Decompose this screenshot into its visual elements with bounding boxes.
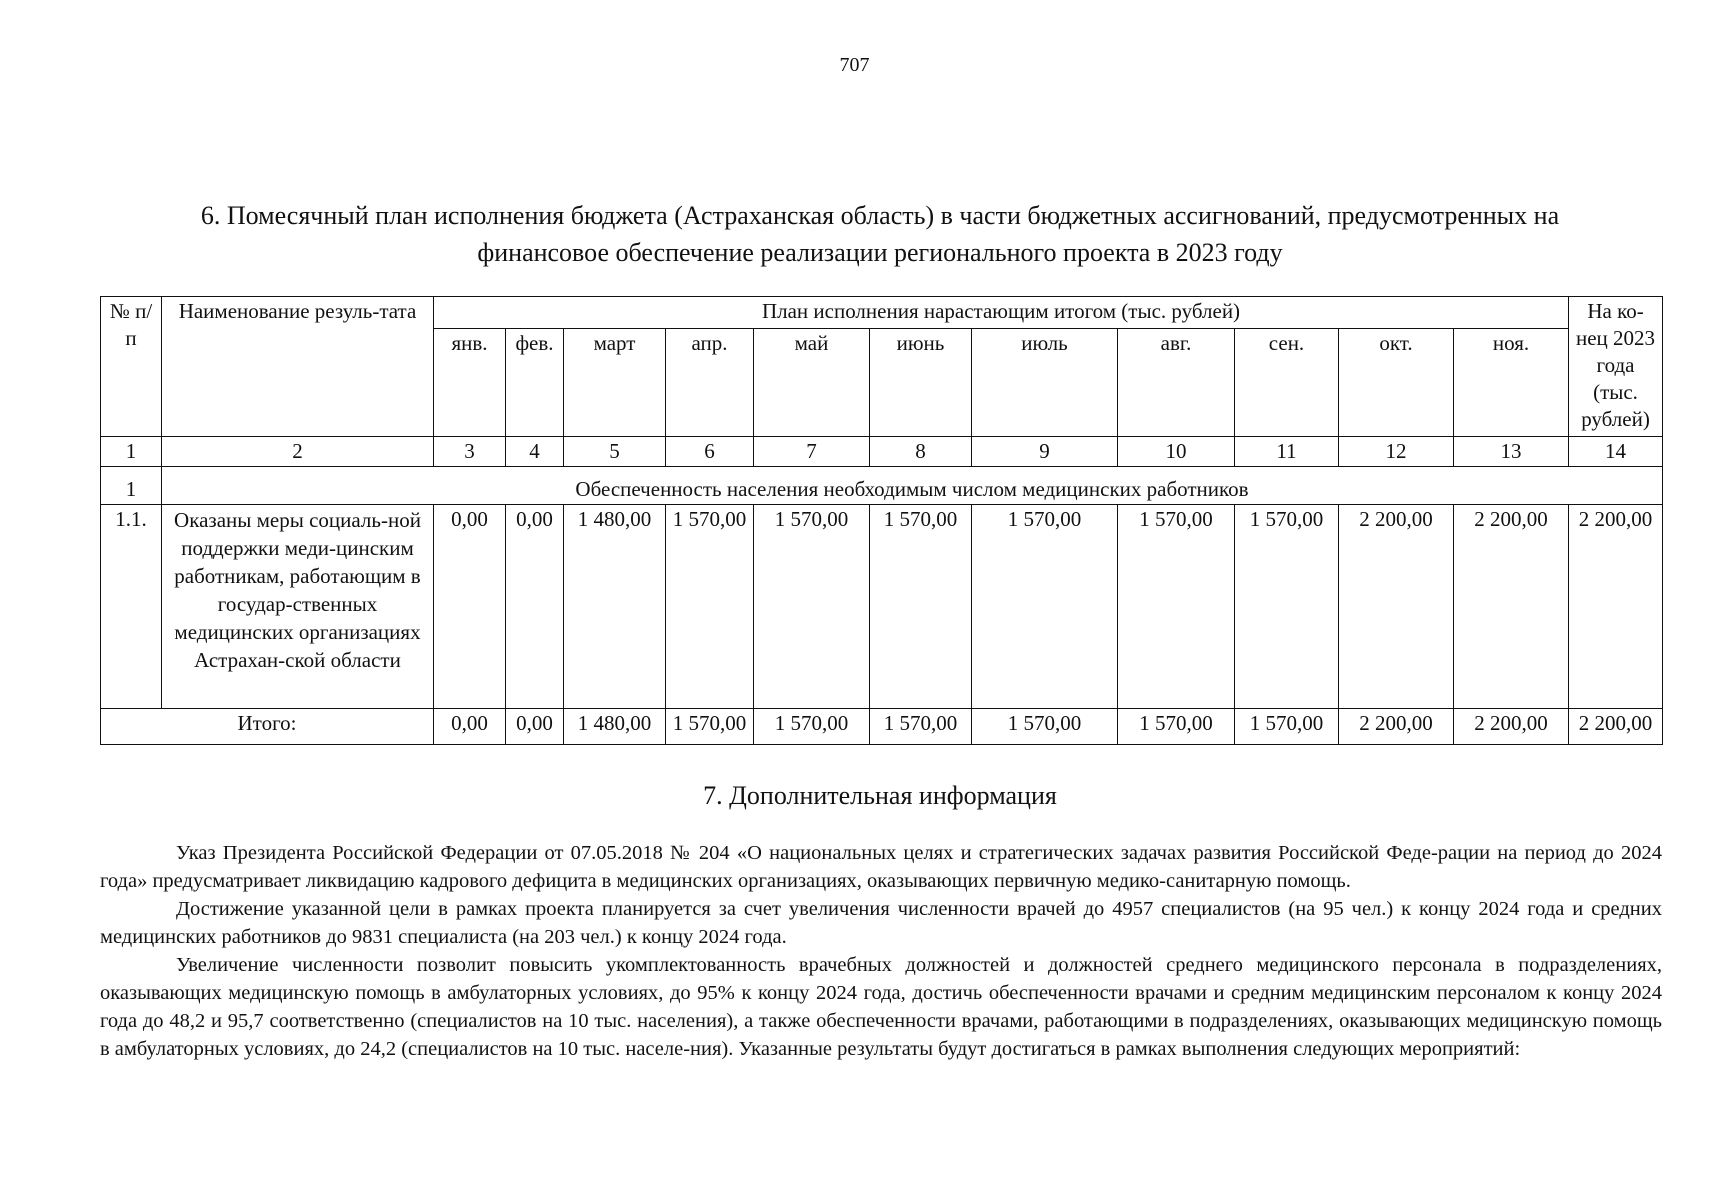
section-row-label: Обеспеченность населения необходимым числом медицинских работников xyxy=(162,467,1663,505)
header-month: май xyxy=(754,329,870,437)
column-number: 4 xyxy=(506,437,564,467)
result-row xyxy=(101,505,1663,709)
header-month: март xyxy=(564,329,666,437)
column-number-row xyxy=(101,437,1663,467)
header-month: авг. xyxy=(1118,329,1235,437)
column-number: 2 xyxy=(162,437,434,467)
total-value: 2 200,00 xyxy=(1339,709,1454,745)
section-7-title: 7. Дополнительная информация xyxy=(703,781,1057,810)
total-value: 1 570,00 xyxy=(666,709,754,745)
result-value: 1 480,00 xyxy=(564,505,666,709)
header-year-end: На ко-нец 2023 года (тыс. рублей) xyxy=(1569,297,1663,437)
section-row xyxy=(101,467,1663,505)
column-number: 10 xyxy=(1118,437,1235,467)
header-month: апр. xyxy=(666,329,754,437)
column-number: 1 xyxy=(101,437,162,467)
column-number: 11 xyxy=(1235,437,1339,467)
paragraph: Достижение указанной цели в рамках проекта планируется за счет увеличения численности врачей до 4957 специалистов (на 95 чел.) к концу 2024 года и средних медицинских работников до 9831 специалиста (на 203 чел.) к концу 2024 года. xyxy=(100,898,1662,948)
column-number: 6 xyxy=(666,437,754,467)
section-6-title-line-1: 6. Помесячный план исполнения бюджета (Астраханская область) в части бюджетных ассигнований, предусмотренных на xyxy=(200,201,1560,230)
column-number: 3 xyxy=(434,437,506,467)
total-value: 1 570,00 xyxy=(870,709,972,745)
total-value: 2 200,00 xyxy=(1454,709,1569,745)
result-value: 1 570,00 xyxy=(754,505,870,709)
section-6-title-line-2: финансовое обеспечение реализации регионального проекта в 2023 году xyxy=(477,238,1283,267)
header-month: июль xyxy=(972,329,1118,437)
result-value: 1 570,00 xyxy=(1118,505,1235,709)
total-value: 1 570,00 xyxy=(754,709,870,745)
column-number: 13 xyxy=(1454,437,1569,467)
result-name: Оказаны меры социаль-ной поддержки меди-цинским работникам, работающим в государ-ственных медицинских организациях Астрахан-ской области xyxy=(162,505,434,709)
total-value: 2 200,00 xyxy=(1569,709,1663,745)
column-number: 5 xyxy=(564,437,666,467)
header-row-1 xyxy=(101,297,1663,329)
column-number: 12 xyxy=(1339,437,1454,467)
result-value: 1 570,00 xyxy=(870,505,972,709)
column-number: 7 xyxy=(754,437,870,467)
result-num: 1.1. xyxy=(101,505,162,709)
header-num: № п/п xyxy=(101,297,162,437)
header-plan-group: План исполнения нарастающим итогом (тыс. рублей) xyxy=(434,297,1569,329)
result-value: 2 200,00 xyxy=(1339,505,1454,709)
total-value: 0,00 xyxy=(434,709,506,745)
budget-plan-table xyxy=(100,296,1663,745)
additional-info-text xyxy=(100,839,1662,1063)
total-value: 1 570,00 xyxy=(1118,709,1235,745)
column-number: 8 xyxy=(870,437,972,467)
column-number: 14 xyxy=(1569,437,1663,467)
total-value: 0,00 xyxy=(506,709,564,745)
page-number: 707 xyxy=(839,54,870,76)
section-6-title xyxy=(100,197,1660,271)
header-month: июнь xyxy=(870,329,972,437)
header-month: окт. xyxy=(1339,329,1454,437)
total-value: 1 480,00 xyxy=(564,709,666,745)
total-label: Итого: xyxy=(101,709,434,745)
result-value: 0,00 xyxy=(506,505,564,709)
column-number: 9 xyxy=(972,437,1118,467)
header-result-name: Наименование резуль-тата xyxy=(162,297,434,437)
paragraph: Указ Президента Российской Федерации от 07.05.2018 № 204 «О национальных целях и стратегических задачах развития Российской Феде-рации на период до 2024 года» предусматривает ликвидацию кадрового дефицита в медицинских организациях, оказывающих первичную медико-санитарную помощь. xyxy=(100,842,1662,892)
header-month: сен. xyxy=(1235,329,1339,437)
header-month: ноя. xyxy=(1454,329,1569,437)
total-value: 1 570,00 xyxy=(972,709,1118,745)
result-value: 2 200,00 xyxy=(1569,505,1663,709)
result-value: 2 200,00 xyxy=(1454,505,1569,709)
result-value: 1 570,00 xyxy=(972,505,1118,709)
section-row-num: 1 xyxy=(101,467,162,505)
paragraph: Увеличение численности позволит повысить укомплектованность врачебных должностей и должностей среднего медицинского персонала в подразделениях, оказывающих медицинскую помощь в амбулаторных условиях, до 95% к концу 2024 года, достичь обеспеченности врачами и средним медицинским персоналом к концу 2024 года до 48,2 и 95,7 соответственно (специалистов на 10 тыс. населения), а также обеспеченности врачами, работающими в подразделениях, оказывающих медицинскую помощь в амбулаторных условиях, до 24,2 (специалистов на 10 тыс. населе-ния). Указанные результаты будут достигаться в рамках выполнения следующих мероприятий: xyxy=(100,954,1662,1060)
header-month: янв. xyxy=(434,329,506,437)
result-value: 1 570,00 xyxy=(666,505,754,709)
result-value: 0,00 xyxy=(434,505,506,709)
total-row xyxy=(101,709,1663,745)
total-value: 1 570,00 xyxy=(1235,709,1339,745)
result-value: 1 570,00 xyxy=(1235,505,1339,709)
header-month: фев. xyxy=(506,329,564,437)
